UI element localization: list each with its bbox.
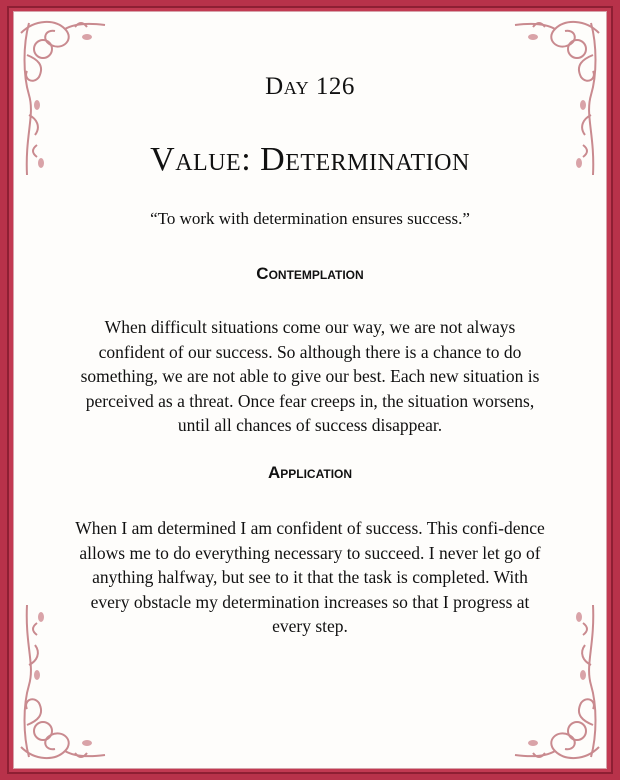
contemplation-heading: Contemplation <box>256 264 364 283</box>
application-heading: Application <box>267 463 353 482</box>
quote: “To work with determination ensures success.” <box>150 209 470 228</box>
value-title: Value: Determination <box>150 141 470 178</box>
contemplation-text: When difficult situations come our way, we are not always confident of our success. So although there is a chance to do something, we are not able to give our best. Each new situation is perceived as a threat. Once fear creeps in, the situation worsens, until all chances of success disappear. <box>80 317 540 435</box>
application-text: When I am determined I am confident of success. This confi-dence allows me to do everything necessary to succeed. I never let go of anything halfway, but see to it that the task is completed. With every obstacle my determination increases so that I progress at every step. <box>75 518 545 636</box>
page <box>13 11 607 769</box>
day-label: Day 126 <box>265 73 355 100</box>
